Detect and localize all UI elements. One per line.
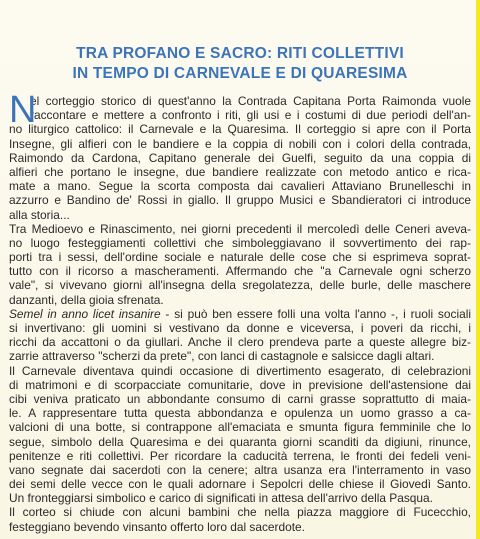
text-line: vale", si vivevano giorni all'insegna della sregolatezza, delle burle, delle maschere	[9, 278, 471, 293]
text-line: azzurro e Bandino de' Rossi in giallo. Il gruppo Musici e Sbandieratori ci introduce	[9, 193, 471, 208]
text-line: le. A rappresentare tutta questa abbondanza e opulenza un uomo grasso a ca-	[9, 406, 471, 421]
text-line: di matrimoni e di scorpacciate comunitarie, dove in previsione dell'astensione dai	[9, 377, 471, 392]
text-line: no luogo festeggiamenti collettivi che simboleggiavano il sovvertimento dei rap-	[9, 235, 471, 250]
text-line: no liturgico cattolico: il Carnevale e la Quaresima. Il corteggio si apre con il Porta	[9, 122, 471, 137]
text-line: dei semi delle vecce con le quali adornare i Sepolcri delle chiese il Giovedì Santo.	[9, 477, 471, 492]
text-line: ricchi da accattoni o da giullari. Anche il clero prendeva parte a queste allegre biz-	[9, 335, 471, 350]
text-line: vano segnate dai sacerdoti con la cenere; altra usanza era l'interramento in vaso	[9, 462, 471, 477]
text-line: penitenze e riti collettivi. Per ricordare la caducità terrena, le fronti dei fedeli veni-	[9, 448, 471, 463]
text-line: cibi veniva praticato un abbondante consumo di carni grasse soprattutto di maia-	[9, 391, 471, 406]
text-line: zarrie attraverso "scherzi da prete", con lanci di castagnole e salsicce dagli altari.	[9, 349, 435, 364]
title-line-1: TRA PROFANO E SACRO: RITI COLLETTIVI	[76, 45, 404, 62]
text-line: alla storia...	[9, 207, 70, 222]
text-line: danzanti, della gioia sfrenata.	[9, 292, 164, 307]
text-line: Un fronteggiarsi simbolico e carico di significati in attesa dell'arrivo della Pasqua.	[9, 491, 433, 506]
text-line: Tra Medioevo e Rinascimento, nei giorni precedenti il mercoledì delle Ceneri aveva-	[9, 221, 471, 236]
text-line: tutto con il ricorso a mascheramenti. Affermando che "a Carnevale ogni scherzo	[9, 264, 471, 279]
text-line: Il Carnevale diventava quindi occasione di divertimento esagerato, di celebrazioni	[9, 363, 471, 378]
drop-cap: N	[9, 89, 37, 131]
article-body	[9, 89, 471, 534]
text-line: valcioni di una botte, si contrappone all'emaciata e smunta figura femminile che lo	[9, 420, 471, 435]
text-line: festeggiano bevendo vinsanto offerto loro dal sacerdote.	[9, 519, 305, 534]
text-line: segue, simbolo della Quaresima e dei quaranta giorni scanditi da digiuni, rinunce,	[9, 434, 471, 449]
text-line: porti tra i sessi, dell'ordine sociale e naturale delle cose che si esprimeva soprat-	[9, 250, 471, 265]
text-line	[9, 307, 471, 321]
text-line: el corteggio storico di quest'anno la Contrada Capitana Porta Raimonda vuole	[30, 94, 471, 108]
title-line-2: IN TEMPO DI CARNEVALE E DI QUARESIMA	[72, 65, 408, 82]
text-line: mate a mano. Segue la scorta composta dai cavalieri Attaviano Brunelleschi in	[9, 179, 471, 194]
text-line: Raimondo da Cardona, Capitano generale dei Guelfi, seguito da una coppia di	[9, 150, 471, 165]
text-line: Il corteo si chiude con alcuni bambini che nella piazza maggiore di Fucecchio,	[9, 505, 471, 520]
text-line: Insegne, gli alfieri con le bandiere e la coppia di nobili con i colori della contrada,	[9, 136, 471, 151]
latin-motto: Semel in anno licet insanire	[9, 306, 161, 321]
article-title	[0, 44, 480, 84]
text-line: si invertivano: gli uomini si vestivano da donne e viceversa, i poveri da ricchi, i	[9, 321, 471, 335]
text-line: alfieri che portano le insegne, due bandiere realizzate con metodo antico e rica-	[9, 164, 471, 179]
text-span: - si può ben essere folli una volta l'anno -, i ruoli sociali	[160, 306, 471, 321]
text-line: raccontare e mettere a confronto i riti, gli usi e i costumi di due periodi dell'an-	[30, 108, 471, 123]
